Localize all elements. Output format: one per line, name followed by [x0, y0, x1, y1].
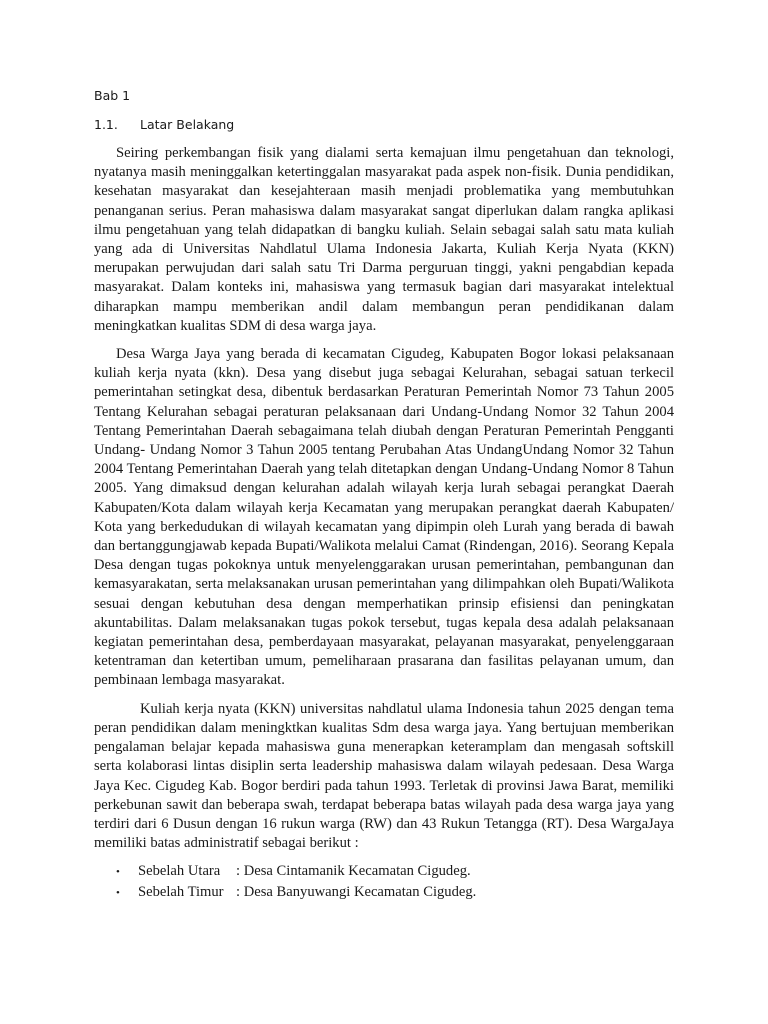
- bullet-icon: •: [116, 866, 120, 879]
- section-heading: [94, 117, 674, 132]
- border-direction: Sebelah Utara: [138, 863, 221, 880]
- border-direction: Sebelah Timur: [138, 883, 224, 900]
- list-item: [94, 883, 674, 903]
- paragraph: Seiring perkembangan fisik yang dialami serta kemajuan ilmu pengetahuan dan teknologi, nyatanya masih meninggalkan ketertinggalan masyarakat pada aspek non-fisik. Dunia pendidikan, kesehatan masyarakat dan kesejahteraan masih menjadi problematika yang membutuhkan penanganan serius. Peran mahasiswa dalam masyarakat sangat diperlukan dalam rangka aplikasi ilmu pengetahuan yang telah didapatkan di bangku kuliah. Selain sebagai salah satu mata kuliah yang ada di Universitas Nahdlatul Ulama Indonesia Jakarta, Kuliah Kerja Nyata (KKN) merupakan perwujudan dari salah satu Tri Darma perguruan tinggi, yakni pengabdian kepada masyarakat. Dalam konteks ini, mahasiswa yang termasuk bagian dari masyarakat intelektual diharapkan mampu memberikan andil dalam membangun peran pendidikanan dalam meningkatkan kualitas SDM di desa warga jaya.: [94, 145, 674, 334]
- paragraph: Kuliah kerja nyata (KKN) universitas nahdlatul ulama Indonesia tahun 2025 dengan tema peran pendidikan dalam meningktkan kualitas Sdm desa warga jaya. Yang bertujuan memberikan pengalaman belajar kepada mahasiswa guna menerapkan keteramplam dan mengasah softskill serta kolaborasi lintas disiplin serta leadership mahasiswa dalam wilayah pedesaan. Desa Warga Jaya Kec. Cigudeg Kab. Bogor berdiri pada tahun 1993. Terletak di provinsi Jawa Barat, memiliki perkebunan sawit dan beberapa swah, terdapat beberapa batas wilayah pada desa warga jaya yang terdiri dari 6 Dusun dengan 16 rukun warga (RW) dan 43 Rukun Tetangga (RT). Desa WargaJaya memiliki batas administratif sebagai berikut :: [94, 700, 674, 852]
- section-title: Latar Belakang: [140, 117, 235, 132]
- border-list: [94, 862, 674, 903]
- document-page: [94, 88, 674, 903]
- paragraph: Desa Warga Jaya yang berada di kecamatan Cigudeg, Kabupaten Bogor lokasi pelaksanaan kuliah kerja nyata (kkn). Desa yang disebut juga sebagai Kelurahan, sebagai satuan terkecil pemerintahan setingkat desa, dibentuk berdasarkan Peraturan Pemerintah Nomor 73 Tahun 2005 Tentang Kelurahan sebagai peraturan pelaksanaan dari Undang-Undang Nomor 32 Tahun 2004 Tentang Pemerintahan Daerah sebagaimana telah diubah dengan Peraturan Pemerintah Pengganti Undang- Undang Nomor 3 Tahun 2005 tentang Perubahan Atas UndangUndang Nomor 32 Tahun 2004 Tentang Pemerintahan Daerah yang telah ditetapkan dengan Undang-Undang Nomor 8 Tahun 2005. Yang dimaksud dengan kelurahan adalah wilayah kerja lurah sebagai perangkat Daerah Kabupaten/Kota dalam wilayah kerja Kecamatan yang merupakan perangkat daerah Kabupaten/ Kota yang berkedudukan di wilayah kecamatan yang dipimpin oleh Lurah yang berada di bawah dan bertanggungjawab kepada Bupati/Walikota melalui Camat (Rindengan, 2016). Seorang Kepala Desa dengan tugas pokoknya untuk menyelenggarakan urusan pemerintahan, pembangunan dan kemasyarakatan, serta melaksanakan urusan pemerintahan yang dilimpahkan oleh Bupati/Walikota sesuai dengan kebutuhan desa dengan memperhatikan prinsip efisiensi dan peningkatan akuntabilitas. Dalam melaksanakan tugas pokok tersebut, tugas kepala desa adalah pelaksanaan kegiatan pemerintahan desa, pemberdayaan masyarakat, pelayanan masyarakat, penyelenggaraan ketentraman dan ketertiban umum, pemeliharaan prasarana dan fasilitas pelayanan umum, dan pembinaan lembaga masyarakat.: [94, 346, 674, 689]
- bullet-icon: •: [116, 886, 120, 899]
- list-item: [94, 862, 674, 882]
- border-value: : Desa Cintamanik Kecamatan Cigudeg.: [236, 863, 471, 880]
- border-value: : Desa Banyuwangi Kecamatan Cigudeg.: [236, 883, 477, 900]
- section-number: 1.1.: [94, 117, 118, 132]
- chapter-heading: Bab 1: [94, 88, 131, 103]
